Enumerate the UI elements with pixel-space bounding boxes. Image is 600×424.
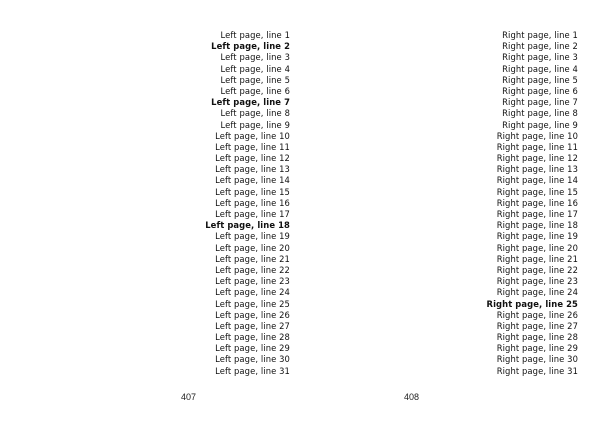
text-line: Right page, line 12 <box>496 153 578 164</box>
text-line: Right page, line 30 <box>496 354 578 365</box>
text-line: Left page, line 18 <box>205 220 290 231</box>
text-line: Left page, line 20 <box>215 242 290 253</box>
text-line: Left page, line 24 <box>215 287 290 298</box>
text-line: Right page, line 16 <box>496 197 578 208</box>
text-line: Left page, line 1 <box>220 30 290 40</box>
text-line: Right page, line 29 <box>496 343 578 354</box>
text-line: Right page, line 7 <box>502 97 578 108</box>
text-line: Right page, line 5 <box>502 74 578 85</box>
text-line: Left page, line 8 <box>220 108 290 119</box>
text-line: Right page, line 26 <box>496 309 578 320</box>
text-line: Right page, line 1 <box>502 30 578 40</box>
text-line: Right page, line 9 <box>502 119 578 130</box>
text-line: Left page, line 4 <box>220 63 290 74</box>
text-line: Left page, line 3 <box>220 52 290 63</box>
text-line: Right page, line 11 <box>496 141 578 152</box>
text-line: Left page, line 22 <box>215 264 290 275</box>
text-line: Left page, line 19 <box>215 231 290 242</box>
text-line: Right page, line 8 <box>502 108 578 119</box>
text-line: Right page, line 2 <box>502 41 578 52</box>
text-line: Right page, line 6 <box>502 85 578 96</box>
text-line: Right page, line 22 <box>496 264 578 275</box>
text-line: Right page, line 24 <box>496 287 578 298</box>
text-line: Right page, line 10 <box>496 130 578 141</box>
text-line: Right page, line 14 <box>496 175 578 186</box>
text-line: Left page, line 21 <box>215 253 290 264</box>
right-page <box>312 30 578 386</box>
text-line: Right page, line 19 <box>496 231 578 242</box>
text-line: Left page, line 31 <box>215 365 290 376</box>
text-line: Left page, line 25 <box>215 298 290 309</box>
left-page <box>24 30 290 386</box>
text-line: Right page, line 21 <box>496 253 578 264</box>
text-line: Left page, line 11 <box>215 141 290 152</box>
text-line: Right page, line 27 <box>496 320 578 331</box>
right-page-text <box>312 30 578 377</box>
text-line: Left page, line 15 <box>215 186 290 197</box>
text-line: Left page, line 14 <box>215 175 290 186</box>
text-line: Right page, line 23 <box>496 276 578 287</box>
text-line: Right page, line 15 <box>496 186 578 197</box>
text-line: Right page, line 28 <box>496 332 578 343</box>
text-line: Left page, line 16 <box>215 197 290 208</box>
text-line: Left page, line 23 <box>215 276 290 287</box>
text-line: Right page, line 3 <box>502 52 578 63</box>
right-page-number: 408 <box>404 392 420 402</box>
text-line: Right page, line 17 <box>496 209 578 219</box>
text-line: Left page, line 28 <box>215 332 290 343</box>
text-line: Left page, line 10 <box>215 130 290 141</box>
left-page-text <box>24 30 290 377</box>
text-line: Left page, line 6 <box>220 85 290 96</box>
text-line: Left page, line 9 <box>220 119 290 130</box>
text-line: Right page, line 31 <box>496 365 578 376</box>
text-line: Left page, line 27 <box>215 320 290 331</box>
text-line: Right page, line 20 <box>496 242 578 253</box>
text-line: Left page, line 12 <box>215 153 290 164</box>
text-line: Left page, line 5 <box>220 74 290 85</box>
left-page-number: 407 <box>181 392 197 402</box>
text-line: Right page, line 18 <box>496 220 578 231</box>
text-line: Left page, line 13 <box>215 164 290 175</box>
text-line: Left page, line 7 <box>211 97 290 108</box>
text-line: Left page, line 26 <box>215 309 290 320</box>
text-line: Left page, line 2 <box>211 41 290 52</box>
text-line: Right page, line 13 <box>496 164 578 175</box>
text-line: Right page, line 4 <box>502 63 578 74</box>
text-line: Right page, line 25 <box>486 298 578 309</box>
text-line: Left page, line 17 <box>215 209 290 219</box>
text-line: Left page, line 30 <box>215 354 290 365</box>
text-line: Left page, line 29 <box>215 343 290 354</box>
